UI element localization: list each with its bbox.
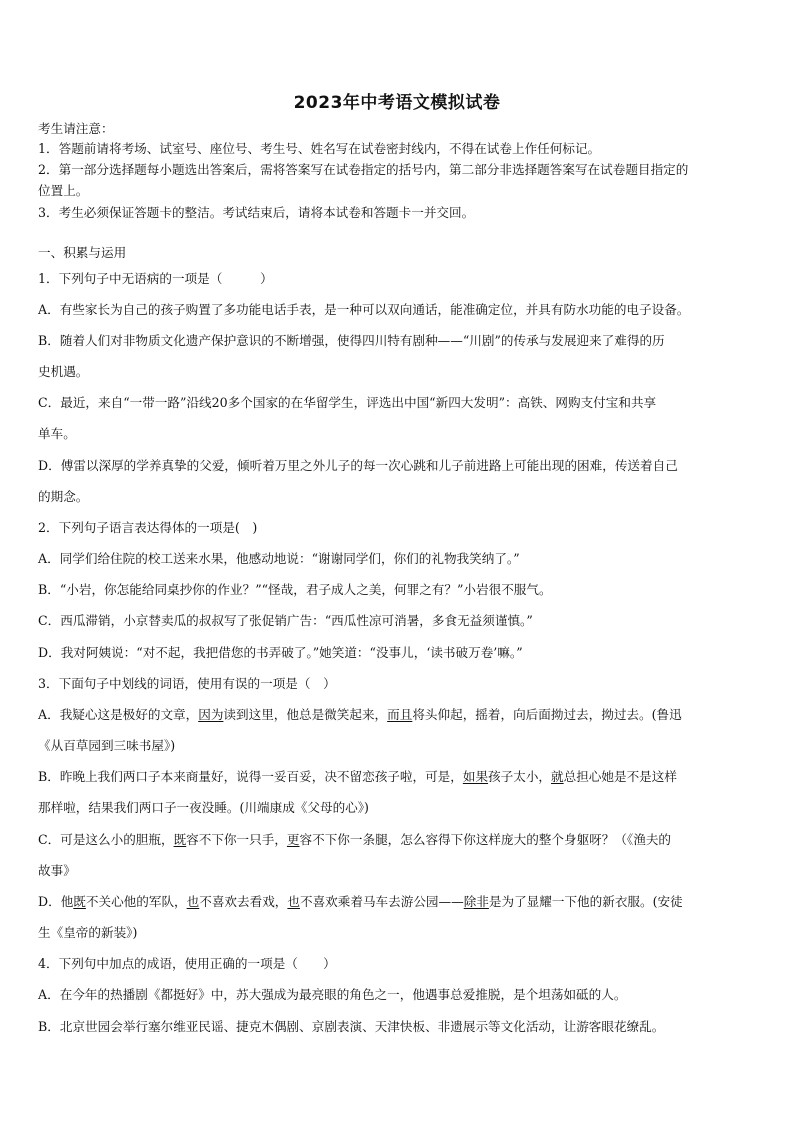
q4-option-b: B．北京世园会举行塞尔维亚民谣、捷克木偶剧、京剧表演、天津快板、非遗展示等文化活动，让游客眼花缭乱。	[38, 1019, 665, 1034]
q4-stem: 4．下列句中加点的成语，使用正确的一项是（ ）	[38, 956, 336, 971]
text-run: 容不下你一条腿，怎么容得下你这样庞大的整个身躯呀？（《渔夫的	[299, 832, 672, 847]
page-title: 2023年中考语文模拟试卷	[293, 93, 501, 113]
section-heading: 一、积累与运用	[38, 245, 127, 260]
q3-option-c	[38, 831, 760, 849]
notice-item-2-cont: 位置上。	[38, 183, 89, 198]
underlined-word: 就	[551, 769, 564, 784]
q4-option-a: A．在今年的热播剧《都挺好》中，苏大强成为最亮眼的角色之一，他遇事总爱推脱，是个坦荡如砥的人。	[38, 987, 627, 1002]
underlined-word: 除非	[463, 894, 489, 909]
text-run: A．我疑心这是极好的文章，	[38, 707, 199, 722]
q1-option-c-cont: 单车。	[38, 426, 76, 441]
q2-option-c: C．西瓜滞销，小京替卖瓜的叔叔写了张促销广告：“西瓜性凉可消暑，多食无益须谨慎。”	[38, 613, 533, 628]
q2-stem: 2．下列句子语言表达得体的一项是( )	[38, 520, 258, 535]
notice-item-1: 1．答题前请将考场、试室号、座位号、考生号、姓名写在试卷密封线内，不得在试卷上作任何标记。	[38, 141, 601, 156]
q3-stem: 3．下面句子中划线的词语，使用有误的一项是（ ）	[38, 676, 336, 691]
text-run: 不喜欢去看戏，	[199, 894, 288, 909]
text-run: 将头仰起，摇着，向后面拗过去，拗过去。(鲁迅	[412, 707, 682, 722]
q3-option-c-cont: 故事》	[38, 863, 76, 878]
text-run: 孩子太小，	[488, 769, 552, 784]
underlined-word: 更	[286, 832, 300, 847]
underlined-word: 如果	[462, 769, 489, 784]
text-run: 读到这里，他总是微笑起来，	[223, 707, 388, 722]
q3-option-a-cont: 《从百草园到三味书屋》)	[38, 738, 176, 753]
q1-option-b: B．随着人们对非物质文化遗产保护意识的不断增强，使得四川特有剧种——“川剧”的传承与发展迎来了难得的历	[38, 333, 665, 348]
underlined-word: 也	[186, 894, 200, 909]
notice-item-2: 2．第一部分选择题每小题选出答案后，需将答案写在试卷指定的括号内，第二部分非选择题答案写在试卷题目指定的	[38, 162, 689, 177]
q3-option-a	[38, 706, 760, 724]
q1-option-c: C．最近，来自“一带一路”沿线20多个国家的在华留学生，评选出中国“新四大发明”：高铁、网购支付宝和共享	[38, 395, 657, 410]
notice-heading: 考生请注意：	[38, 121, 114, 136]
q1-option-d-cont: 的期念。	[38, 489, 89, 504]
underlined-word: 而且	[387, 707, 413, 722]
q3-option-d	[38, 893, 760, 911]
underlined-word: 既	[73, 894, 86, 909]
q3-option-d-cont: 生《皇帝的新装》)	[38, 925, 138, 940]
text-run: 容不下你一只手，	[186, 832, 287, 847]
notice-item-3: 3．考生必须保证答题卡的整洁。考试结束后，请将本试卷和答题卡一并交回。	[38, 205, 475, 220]
q3-option-b-cont: 那样啦，结果我们两口子一夜没睡。(川端康成《父母的心》)	[38, 800, 369, 815]
text-run: 不关心他的军队，	[85, 894, 187, 909]
q2-option-b: B．“小岩，你怎能给同桌抄你的作业？”“怪哉，君子成人之美，何罪之有？”小岩很不服气。	[38, 582, 552, 597]
text-run: 是为了显耀一下他的新衣服。(安徒	[488, 894, 683, 909]
underlined-word: 因为	[198, 707, 224, 722]
text-run: C．可是这么小的胆瓶，	[38, 832, 174, 847]
text-run: B．昨晚上我们两口子本来商量好，说得一妥百妥，决不留恋孩子啦，可是，	[38, 769, 463, 784]
q1-option-a: A．有些家长为自己的孩子购置了多功能电话手表，是一种可以双向通话，能准确定位，并具有防水功能的电子设备。	[38, 302, 690, 317]
q2-option-d: D．我对阿姨说：“对不起，我把借您的书弄破了。”她笑道：“没事儿，‘读书破万卷’嘛。”	[38, 645, 523, 660]
q2-option-a: A．同学们给住院的校工送来水果，他感动地说：“谢谢同学们，你们的礼物我笑纳了。”	[38, 551, 520, 566]
text-run: 不喜欢乘着马车去游公园——	[299, 894, 464, 909]
underlined-word: 既	[173, 832, 187, 847]
text-run: D．他	[38, 894, 74, 909]
q1-stem: 1．下列句子中无语病的一项是（ ）	[38, 271, 273, 286]
q1-option-d: D．傅雷以深厚的学养真挚的父爱，倾听着万里之外儿子的每一次心跳和儿子前进路上可能出现的困难，传送着自己	[38, 458, 678, 473]
q3-option-b	[38, 768, 760, 786]
underlined-word: 也	[287, 894, 300, 909]
q1-option-b-cont: 史机遇。	[38, 364, 89, 379]
text-run: 总担心她是不是这样	[563, 769, 677, 784]
